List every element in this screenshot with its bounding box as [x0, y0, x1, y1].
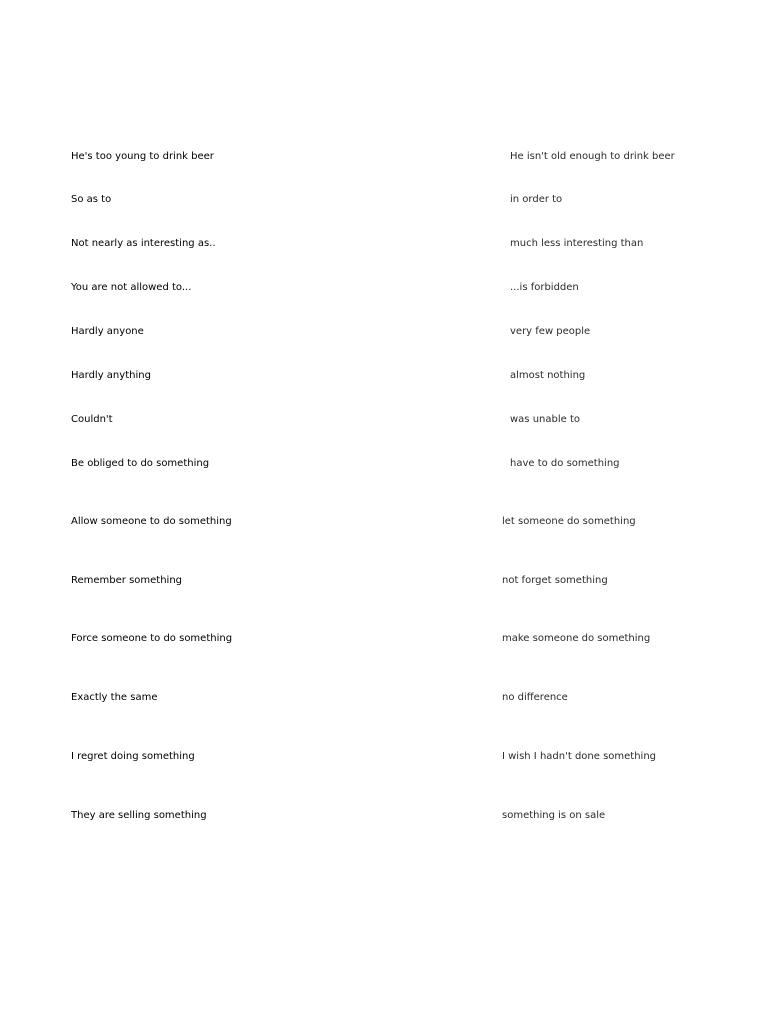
equivalent-phrase: no difference	[502, 692, 568, 703]
original-phrase: Be obliged to do something	[71, 458, 210, 469]
original-phrase: So as to	[71, 194, 112, 205]
original-phrase: Force someone to do something	[71, 633, 233, 644]
equivalent-phrase: almost nothing	[510, 370, 586, 381]
original-phrase: Exactly the same	[71, 692, 158, 703]
equivalent-phrase: something is on sale	[502, 810, 606, 821]
phrase-pair-row	[0, 809, 768, 825]
original-phrase: I regret doing something	[71, 751, 195, 762]
phrase-pair-row	[0, 325, 768, 341]
phrase-pair-row	[0, 691, 768, 707]
phrase-pair-row	[0, 632, 768, 648]
original-phrase: Not nearly as interesting as..	[71, 238, 216, 249]
phrase-pair-row	[0, 237, 768, 253]
phrase-pair-row	[0, 457, 768, 473]
phrase-pair-row	[0, 281, 768, 297]
original-phrase: Hardly anyone	[71, 326, 144, 337]
equivalent-phrase: He isn't old enough to drink beer	[510, 151, 675, 162]
equivalent-phrase: have to do something	[510, 458, 620, 469]
original-phrase: Hardly anything	[71, 370, 151, 381]
phrase-pair-row	[0, 515, 768, 531]
original-phrase: They are selling something	[71, 810, 207, 821]
equivalent-phrase: very few people	[510, 326, 591, 337]
equivalent-phrase: I wish I hadn't done something	[502, 751, 657, 762]
phrase-pair-row	[0, 750, 768, 766]
equivalent-phrase: was unable to	[510, 414, 580, 425]
equivalent-phrase: let someone do something	[502, 516, 636, 527]
original-phrase: You are not allowed to...	[71, 282, 192, 293]
equivalent-phrase: ...is forbidden	[510, 282, 579, 293]
original-phrase: He's too young to drink beer	[71, 151, 214, 162]
phrase-pair-row	[0, 574, 768, 590]
original-phrase: Couldn't	[71, 414, 113, 425]
equivalent-phrase: not forget something	[502, 575, 608, 586]
equivalent-phrase: much less interesting than	[510, 238, 644, 249]
phrase-pair-row	[0, 413, 768, 429]
phrase-pair-row	[0, 150, 768, 166]
equivalent-phrase: make someone do something	[502, 633, 651, 644]
equivalent-phrase: in order to	[510, 194, 563, 205]
phrase-pair-row	[0, 369, 768, 385]
phrase-pair-row	[0, 193, 768, 209]
original-phrase: Allow someone to do something	[71, 516, 232, 527]
original-phrase: Remember something	[71, 575, 183, 586]
